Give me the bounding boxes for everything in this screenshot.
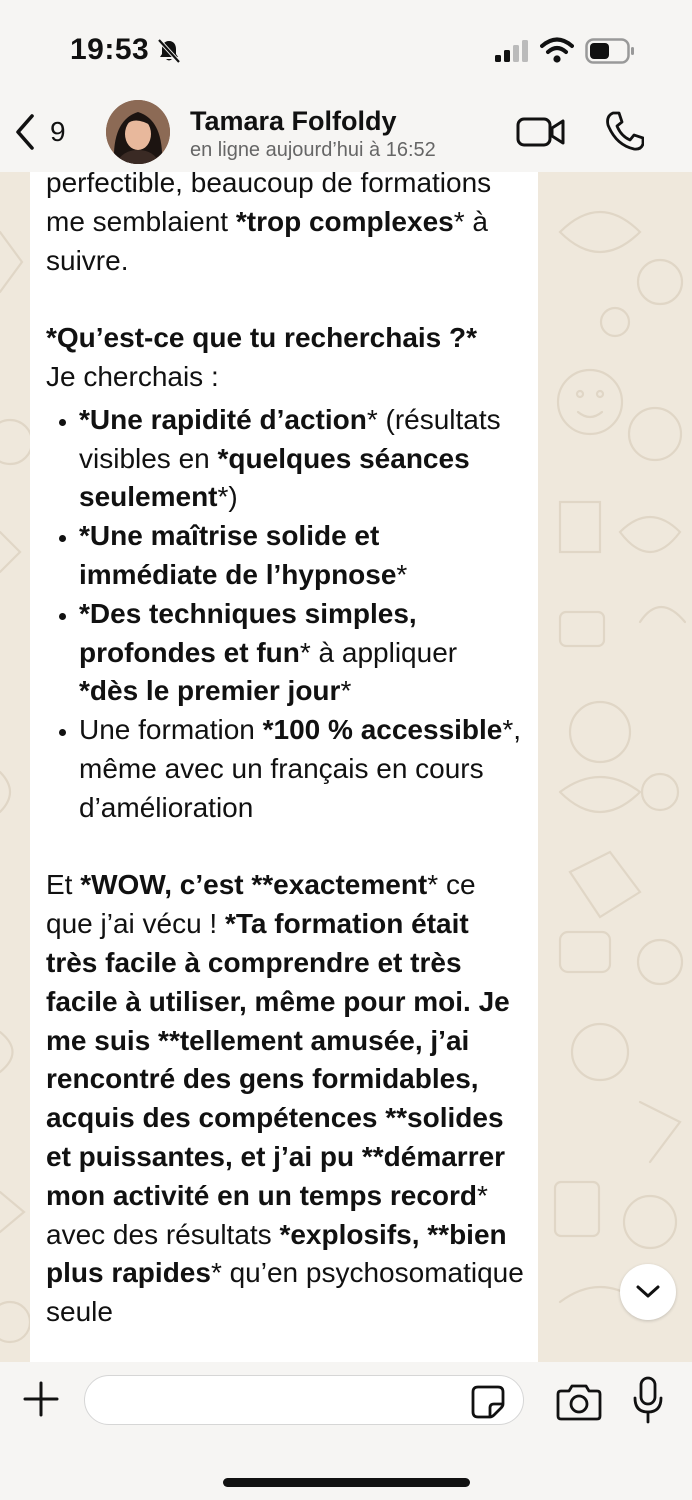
text-run: * à appliquer (299, 636, 458, 668)
text-run-bold: *100 % accessible (262, 714, 503, 746)
heading-text: *Qu’est-ce que tu recherchais ?* (46, 322, 478, 354)
text-run: Et (46, 869, 81, 901)
avatar[interactable] (106, 100, 170, 164)
text-run: * qu’en psychosomatique seule (46, 1257, 524, 1328)
list-item (79, 595, 524, 711)
text-run: * (340, 675, 352, 707)
camera-icon[interactable] (556, 1382, 602, 1422)
text-run-bold: *Une maîtrise solide et immédiate de l’hypnose (79, 520, 397, 590)
text-run-bold: *dès le premier jour (79, 675, 341, 707)
message-paragraph-3 (46, 866, 524, 1332)
back-chevron-icon (12, 112, 36, 152)
text-run: * (396, 558, 408, 590)
text-run: * (résultats visibles en (79, 403, 501, 474)
contact-name[interactable]: Tamara Folfoldy (190, 106, 397, 136)
paragraph-gap (46, 280, 524, 319)
text-run-bold: *WOW, c’est **exactement (80, 869, 428, 901)
text-run-bold: *Une rapidité d’action (79, 403, 367, 435)
unread-count: 9 (50, 116, 66, 147)
avatar-photo (106, 100, 170, 164)
text-run: * à suivre. (46, 205, 488, 276)
home-indicator (223, 1478, 470, 1487)
text-run: * avec des résultats (46, 1179, 488, 1250)
status-bar (0, 0, 692, 100)
signal-icon (495, 40, 531, 62)
input-bar (0, 1362, 692, 1500)
bullet-list (46, 401, 524, 828)
plus-icon[interactable] (22, 1380, 60, 1418)
microphone-icon[interactable] (632, 1376, 664, 1424)
message-intro: Je cherchais : (46, 360, 219, 392)
wifi-icon (540, 36, 574, 64)
message-input-field[interactable] (84, 1375, 524, 1425)
text-run: *, même avec un français en cours d’amélioration (79, 714, 522, 823)
message-bubble[interactable] (30, 172, 538, 1362)
contact-status: en ligne aujourd’hui à 16:52 (190, 139, 436, 161)
text-run-bold: *explosifs, **bien plus rapides (46, 1218, 507, 1289)
list-item (79, 517, 524, 595)
back-button[interactable] (12, 112, 66, 152)
text-run-bold: *trop complexes (235, 205, 454, 237)
chevron-down-icon (635, 1284, 661, 1300)
sticker-icon[interactable] (470, 1384, 506, 1420)
list-item (79, 711, 524, 827)
text-run: *) (217, 481, 238, 513)
status-time: 19:53 (70, 33, 150, 66)
scroll-to-bottom-button[interactable] (620, 1264, 676, 1320)
text-run-bold: *quelques séances seulement (79, 442, 470, 513)
message-heading (46, 319, 524, 358)
video-call-icon[interactable] (516, 114, 566, 150)
battery-icon (585, 38, 635, 64)
message-input[interactable] (103, 1376, 477, 1424)
message-text (46, 172, 524, 1332)
list-item (79, 401, 524, 517)
text-run-bold: *Des techniques simples, profondes et fun (79, 597, 417, 668)
chat-area[interactable] (0, 172, 692, 1362)
phone-icon[interactable] (604, 110, 644, 152)
text-run-bold: *Ta formation était très facile à comprendre et très facile à utiliser, même pour moi. Je me suis **tellement amusée, j’ai rencontré des gens formidables, acquis des compétences **solides et puissantes, et j’ai pu **démarrer mon activité en un temps record (46, 908, 510, 1211)
paragraph-gap (46, 828, 524, 867)
text-run: perfectible, beaucoup de formations me semblaient (46, 172, 492, 237)
message-paragraph-1 (46, 172, 524, 280)
text-run: Une formation (79, 714, 263, 746)
bell-off-icon (155, 37, 183, 65)
chat-header (0, 88, 692, 172)
text-run: * ce que j’ai vécu ! (46, 869, 476, 940)
